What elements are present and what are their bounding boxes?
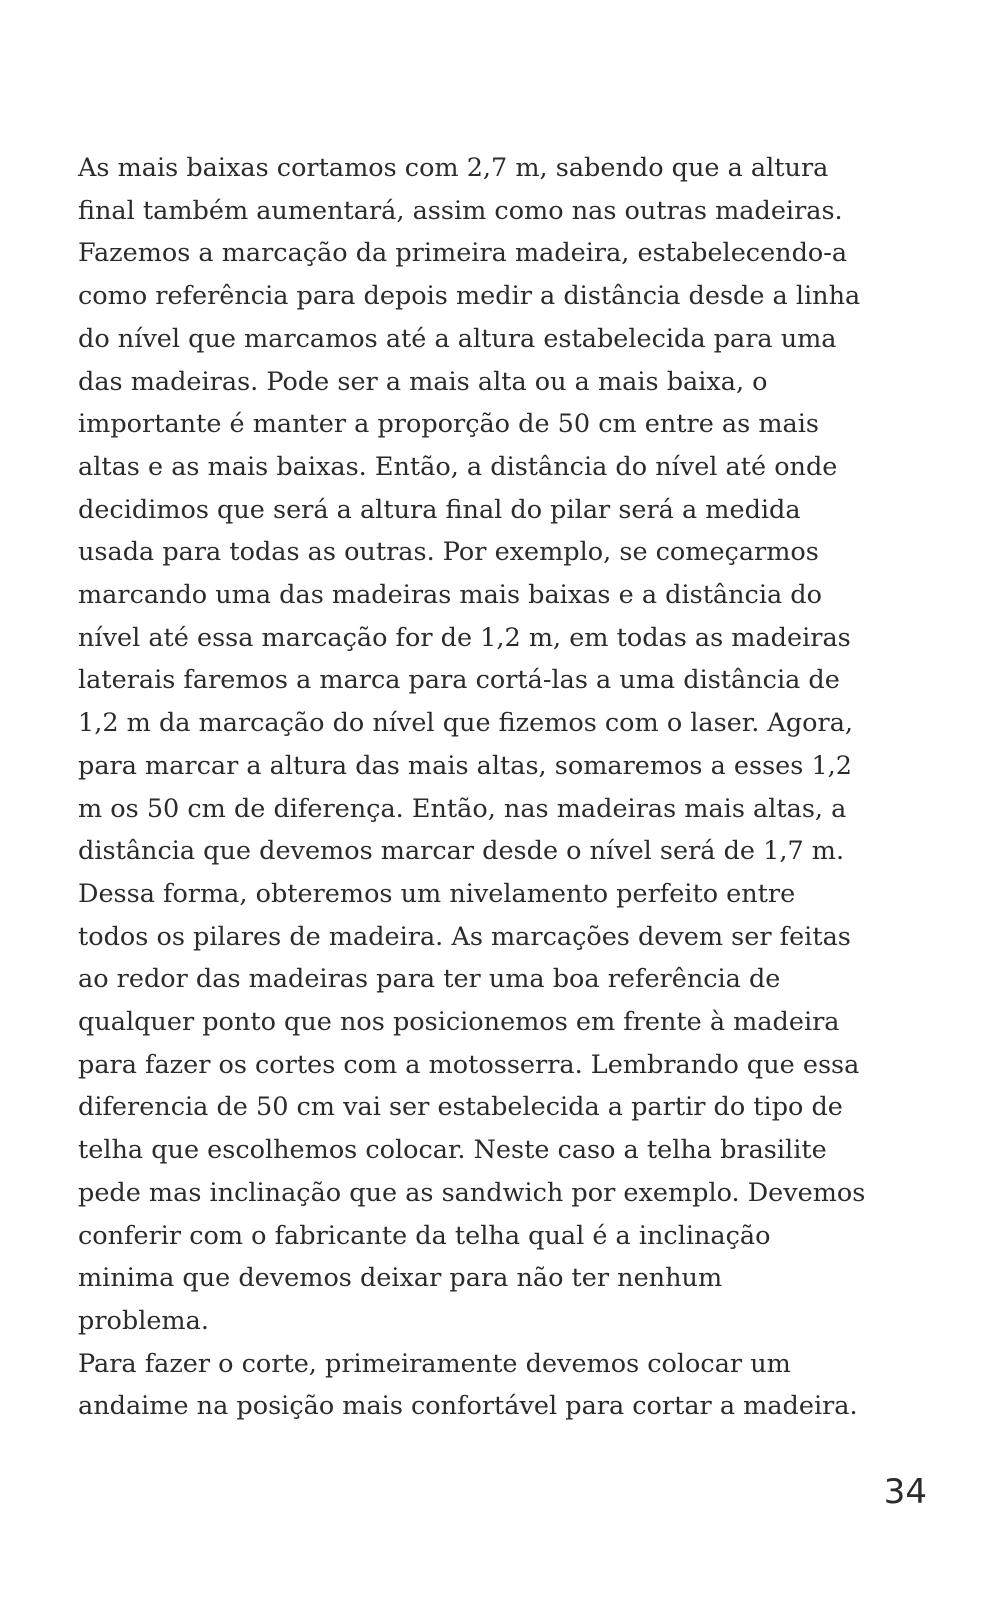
text-line: minima que devemos deixar para não ter nenhum xyxy=(78,1263,723,1294)
text-line: para marcar a altura das mais altas, somaremos a esses 1,2 xyxy=(78,750,853,781)
text-line: laterais faremos a marca para cortá-las a uma distância de xyxy=(78,665,840,696)
text-line: final também aumentará, assim como nas outras madeiras. xyxy=(78,195,843,226)
text-line: todos os pilares de madeira. As marcações devem ser feitas xyxy=(78,921,851,952)
text-line: Fazemos a marcação da primeira madeira, estabelecendo-a xyxy=(78,238,848,269)
text-line: pede mas inclinação que as sandwich por exemplo. Devemos xyxy=(78,1177,866,1208)
text-line: para fazer os cortes com a motosserra. Lembrando que essa xyxy=(78,1049,860,1080)
text-line: decidimos que será a altura final do pilar será a medida xyxy=(78,494,801,525)
text-line: problema. xyxy=(78,1305,209,1336)
text-line: altas e as mais baixas. Então, a distância do nível até onde xyxy=(78,451,838,482)
page-number: 34 xyxy=(883,1472,927,1512)
text-line: distância que devemos marcar desde o nível será de 1,7 m. xyxy=(78,836,845,867)
text-line: m os 50 cm de diferença. Então, nas madeiras mais altas, a xyxy=(78,793,847,824)
text-line: qualquer ponto que nos posicionemos em frente à madeira xyxy=(78,1007,840,1038)
text-line: marcando uma das madeiras mais baixas e a distância do xyxy=(78,580,822,611)
text-line: conferir com o fabricante da telha qual é a inclinação xyxy=(78,1220,771,1251)
text-line: nível até essa marcação for de 1,2 m, em todas as madeiras xyxy=(78,622,851,653)
text-line: 1,2 m da marcação do nível que fizemos com o laser. Agora, xyxy=(78,708,853,739)
text-line: andaime na posição mais confortável para cortar a madeira. xyxy=(78,1391,858,1422)
text-line: como referência para depois medir a distância desde a linha xyxy=(78,281,861,312)
text-line: do nível que marcamos até a altura estabelecida para uma xyxy=(78,323,837,354)
text-line: Dessa forma, obteremos um nivelamento perfeito entre xyxy=(78,878,796,909)
text-line: Para fazer o corte, primeiramente devemos colocar um xyxy=(78,1348,791,1379)
text-line: diferencia de 50 cm vai ser estabelecida a partir do tipo de xyxy=(78,1092,843,1123)
body-text xyxy=(78,147,958,1428)
text-line: usada para todas as outras. Por exemplo, se começarmos xyxy=(78,537,819,568)
text-line: telha que escolhemos colocar. Neste caso a telha brasilite xyxy=(78,1135,827,1166)
text-line: As mais baixas cortamos com 2,7 m, sabendo que a altura xyxy=(78,153,829,183)
text-line: ao redor das madeiras para ter uma boa referência de xyxy=(78,964,781,995)
text-line: importante é manter a proporção de 50 cm entre as mais xyxy=(78,409,819,440)
text-line: das madeiras. Pode ser a mais alta ou a mais baixa, o xyxy=(78,366,768,397)
